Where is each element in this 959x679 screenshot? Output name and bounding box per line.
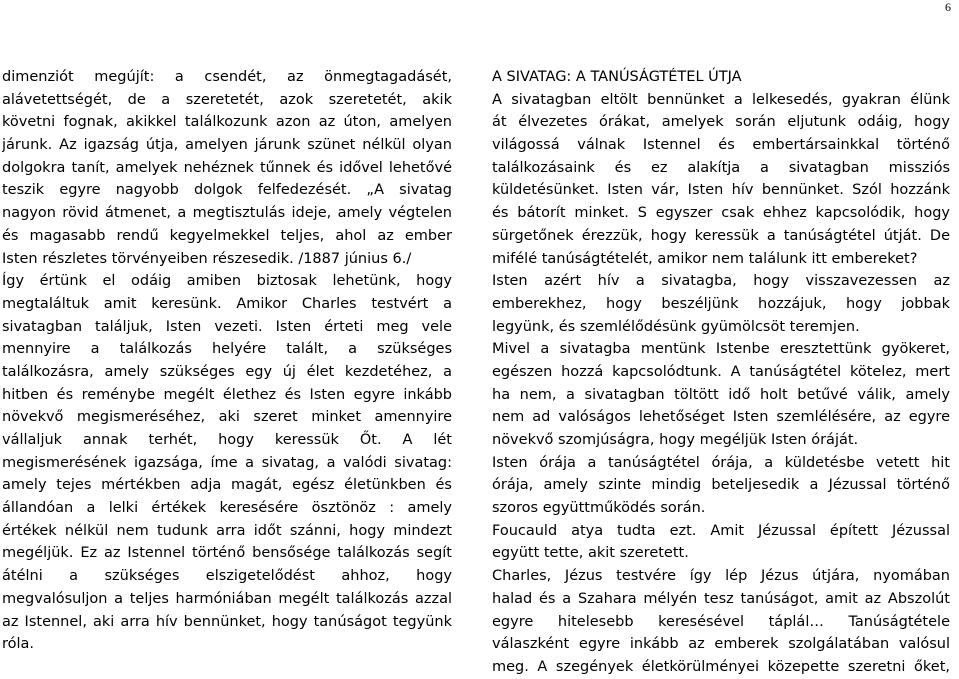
left-column-line: Isten részletes törvényeiben részesedik. /1887 június 6./ xyxy=(2,250,412,267)
left-column-line: megéljük. Ez az Istennel történő bensősége találkozás segít xyxy=(2,545,452,562)
left-column-line: megtaláltuk amit keresünk. Amikor Charles testvért a xyxy=(2,295,452,312)
left-column-line: nagyon rövid átmenet, a megtisztulás ideje, amely végtelen xyxy=(2,205,452,222)
right-column-line: Isten azért hív a sivatagba, hogy visszavezessen az xyxy=(492,273,950,290)
right-column-line: és bátorít minket. S egyszer csak ehhez kapcsolódik, hogy xyxy=(492,205,950,222)
right-text-column xyxy=(492,66,950,679)
left-column-line: követni fognak, akikkel találkozunk azon az úton, amelyen xyxy=(2,114,452,131)
right-column-line: halad és a Szahara mélyén tesz tanúságot, amit az Abszolút xyxy=(492,590,950,607)
left-column-line: megismerésének igazsága, íme a sivatag, a valódi sivatag: xyxy=(2,454,452,471)
left-column-line: átélni a szükséges elszigetelődést ahhoz, hogy xyxy=(2,568,452,585)
right-column-line: Charles, Jézus testvére így lép Jézus útjára, nyomában xyxy=(492,568,950,585)
right-column-line: nem ad valóságos lehetőséget Isten szemlélésére, az egyre xyxy=(492,409,950,426)
right-column-line: sürgetőnek érezzük, hogy keressük a tanúságtétel útját. De xyxy=(492,227,950,244)
left-text-column xyxy=(2,66,452,656)
right-column-line: küldetésünket. Isten vár, Isten hív bennünket. Szól hozzánk xyxy=(492,182,950,199)
left-column-line: sivatagban találjuk, Isten vezeti. Isten érteti meg vele xyxy=(2,318,452,335)
left-column-line: járunk. Az igazság útja, amelyen járunk szünet nélkül olyan xyxy=(2,137,452,154)
left-column-line: teszik egyre nagyobb dolgok felfedezését. „A sivatag xyxy=(2,182,452,199)
left-column-line: értékek nélkül nem tudunk arra időt szánni, hogy mindezt xyxy=(2,522,452,539)
left-column-line: amely tejes mértékben adja magát, egész életünkben és xyxy=(2,477,452,494)
right-column-line: A SIVATAG: A TANÚSÁGTÉTEL ÚTJA xyxy=(492,69,742,85)
right-column-line: szoros együttműködés során. xyxy=(492,500,706,517)
right-column-line: mifélé tanúságtételét, amikor nem találunk itt embereket? xyxy=(492,250,918,267)
right-column-line: egyre hitelesebb keresésével táplál… Tanúságtétele xyxy=(492,613,950,630)
page-number: 6 xyxy=(945,0,951,14)
right-column-line: Isten órája a tanúságtétel órája, a küldetésbe vetett hit xyxy=(492,454,950,471)
right-column-line: A sivatagban eltölt bennünket a lelkesedés, gyakran élünk xyxy=(492,91,950,108)
right-column-line: órája, amely szinte mindig beteljesedik a Jézussal történő xyxy=(492,477,950,494)
right-column-line: Mivel a sivatagba mentünk Istenbe eresztettünk gyökeret, xyxy=(492,341,950,358)
right-column-line: növekvő szomjúságra, hogy megéljük Isten óráját. xyxy=(492,432,859,448)
left-column-line: mennyire a találkozás helyére talált, a szükséges xyxy=(2,341,452,358)
right-column-line: egészen hozzá kapcsolódtunk. A tanúságtétel kötelez, mert xyxy=(492,363,950,380)
right-column-line: válaszként egyre inkább az emberek szolgálatában valósul xyxy=(492,636,950,653)
left-column-line: dolgokra tanít, amelyek nehéznek tűnnek és idővel lehetővé xyxy=(2,159,452,176)
right-column-line: találkozásaink és ez alakítja a sivatagban missziós xyxy=(492,159,950,176)
left-column-line: állandóan a lelki értékek keresésére ösztönöz : amely xyxy=(2,500,452,517)
left-column-line: vállaljuk annak terhét, hogy keressük Őt. A lét xyxy=(2,432,452,448)
right-column-line: meg. A szegények életkörülményei közepette szeretni őket, xyxy=(492,658,950,675)
left-column-line: az Istennel, aki arra hív bennünket, hogy tanúságot tegyünk xyxy=(2,613,452,630)
left-column-line: növekvő megismeréséhez, aki szeret minket amennyire xyxy=(2,409,452,426)
right-column-line: ha nem, a sivatagban töltött idő holt betűvé válik, amely xyxy=(492,386,950,403)
right-column-line: együtt tette, akit szeretett. xyxy=(492,545,689,562)
left-column-line: találkozásra, amely szükséges egy új élet kezdetéhez, a xyxy=(2,363,452,380)
left-column-line: alávetettségét, de a szeretetét, azok szeretetét, akik xyxy=(2,91,452,108)
right-column-line: legyünk, és szemlélődésünk gyümölcsöt teremjen. xyxy=(492,318,860,335)
left-column-line: róla. xyxy=(2,636,35,653)
right-column-line: világossá válnak Istennel és embertársainkkal történő xyxy=(492,137,950,154)
left-column-line: dimenziót megújít: a csendét, az önmegtagadásét, xyxy=(2,69,452,85)
left-column-line: hitben és reménybe megélt élethez és Isten egyre inkább xyxy=(2,386,452,403)
right-column-line: Foucauld atya tudta ezt. Amit Jézussal épített Jézussal xyxy=(492,522,950,539)
left-column-line: és magasabb rendű kegyelmekkel teljes, ahol az ember xyxy=(2,227,452,244)
right-column-line: át élvezetes órákat, amelyek során eljutunk odáig, hogy xyxy=(492,114,950,131)
left-column-line: Így értünk el odáig amiben biztosak lehetünk, hogy xyxy=(2,273,452,290)
left-column-line: megvalósuljon a teljes harmóniában megélt találkozás azzal xyxy=(2,590,452,607)
right-column-line: emberekhez, hogy beszéljünk hozzájuk, hogy jobbak xyxy=(492,295,950,312)
